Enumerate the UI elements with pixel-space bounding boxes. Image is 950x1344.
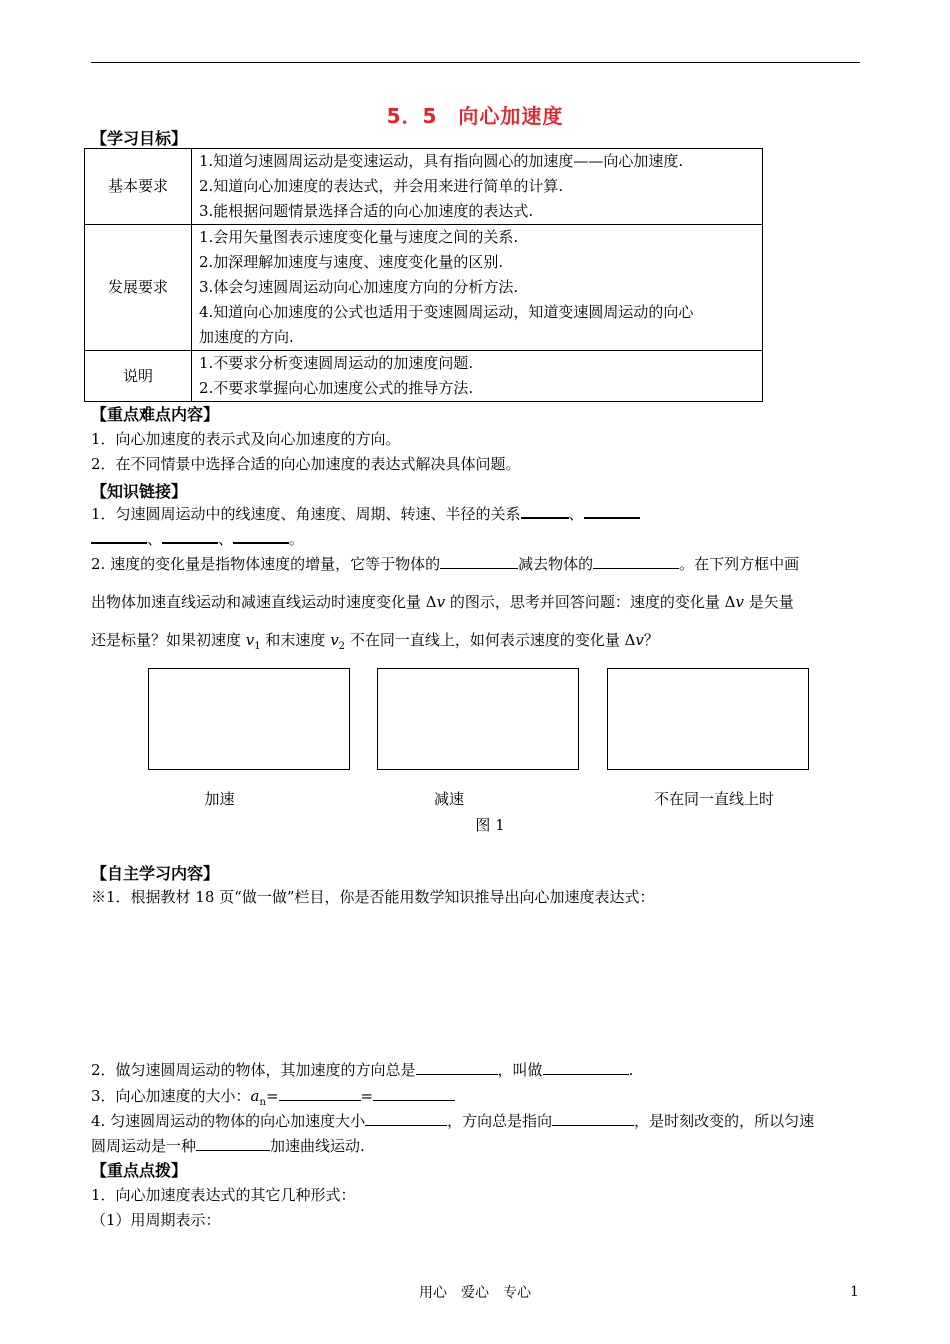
goals-advanced-head: 发展要求	[85, 225, 192, 351]
goal-line: 加速度的方向.	[199, 328, 294, 346]
caption-accelerate: 加速	[204, 790, 235, 808]
blank[interactable]	[543, 1060, 629, 1075]
section-guidance-heading: 【重点点拨】	[91, 1161, 188, 1180]
header-rule	[91, 62, 860, 63]
goal-line: 1.会用矢量图表示速度变化量与速度之间的关系.	[199, 228, 519, 246]
guidance-item-1: 1．向心加速度表达式的其它几种形式：	[91, 1186, 356, 1204]
links-item-2-line3: 还是标量？如果初速度 $v_1$ 和末速度 $v_2$ 不在同一直线上，如何表示速度的变化量 Δv？	[91, 631, 659, 652]
blank[interactable]	[196, 1136, 270, 1151]
blank[interactable]	[552, 1111, 634, 1126]
self-study-item-1: ※1．根据教材 18 页“做一做”栏目，你是否能用数学知识推导出向心加速度表达式：	[91, 888, 655, 906]
blank[interactable]	[584, 503, 640, 519]
blank[interactable]	[521, 503, 569, 519]
goals-basic-body	[192, 149, 763, 225]
blank[interactable]	[365, 1111, 447, 1126]
table-row	[85, 225, 763, 351]
goal-line: 3.体会匀速圆周运动向心加速度方向的分析方法.	[199, 278, 519, 296]
links-item-1-cont: 、 、 。	[91, 528, 304, 549]
goals-notes-head: 说明	[85, 351, 192, 402]
links-item-2-line2: 出物体加速直线运动和减速直线运动时速度变化量 Δv 的图示，思考并回答问题：速度的变化量 Δv 是矢量	[91, 593, 794, 611]
goals-table	[84, 148, 763, 402]
self-study-item-4: 4. 匀速圆周运动的物体的向心加速度大小 ，方向总是指向 ，是时刻改变的，所以匀速	[91, 1112, 815, 1130]
self-study-item-3: 3．向心加速度的大小：$a_n=$ =	[91, 1085, 455, 1108]
caption-not-collinear: 不在同一直线上时	[653, 790, 774, 808]
caption-decelerate: 减速	[433, 790, 464, 808]
self-study-item-2: 2．做匀速圆周运动的物体，其加速度的方向总是 ，叫做 .	[91, 1061, 634, 1079]
goal-line: 4.知道向心加速度的公式也适用于变速圆周运动，知道变速圆周运动的向心	[199, 303, 694, 321]
blank[interactable]	[162, 528, 218, 544]
goals-notes-body	[192, 351, 763, 402]
goal-line: 3.能根据问题情景选择合适的向心加速度的表达式.	[199, 202, 534, 220]
blank[interactable]	[233, 528, 289, 544]
drawing-box-decelerate[interactable]	[377, 668, 579, 770]
goal-line: 2.加深理解加速度与速度、速度变化量的区别.	[199, 253, 504, 271]
section-links-heading: 【知识链接】	[91, 482, 188, 501]
key-point-2: 2．在不同情景中选择合适的向心加速度的表达式解决具体问题。	[91, 455, 521, 473]
goal-line: 2.不要求掌握向心加速度公式的推导方法.	[199, 379, 474, 397]
goals-advanced-body	[192, 225, 763, 351]
goal-line: 2.知道向心加速度的表达式，并会用来进行简单的计算.	[199, 177, 564, 195]
blank[interactable]	[91, 528, 147, 544]
goal-line: 1.不要求分析变速圆周运动的加速度问题.	[199, 354, 474, 372]
figure-label: 图 1	[475, 816, 505, 834]
drawing-box-accelerate[interactable]	[148, 668, 350, 770]
section-key-points-heading: 【重点难点内容】	[91, 405, 220, 424]
page-number: 1	[850, 1284, 859, 1300]
page-title: 5．5 向心加速度	[386, 104, 564, 128]
key-point-1: 1．向心加速度的表示式及向心加速度的方向。	[91, 430, 401, 448]
links-item-2-line1: 2. 速度的变化量是指物体速度的增量，它等于物体的 减去物体的 。在下列方框中画	[91, 555, 800, 573]
section-goals-heading: 【学习目标】	[91, 129, 188, 148]
blank[interactable]	[440, 554, 518, 569]
goals-basic-head: 基本要求	[85, 149, 192, 225]
section-self-study-heading: 【自主学习内容】	[91, 864, 220, 883]
blank[interactable]	[373, 1086, 455, 1101]
guidance-item-1-1: （1）用周期表示：	[91, 1211, 221, 1229]
links-item-1-text: 1．匀速圆周运动中的线速度、角速度、周期、转速、半径的关系	[91, 505, 521, 523]
drawing-box-not-collinear[interactable]	[607, 668, 809, 770]
self-study-item-4-cont: 圆周运动是一种 加速曲线运动.	[91, 1137, 365, 1155]
links-item-1: 1．匀速圆周运动中的线速度、角速度、周期、转速、半径的关系 、	[91, 503, 640, 524]
blank[interactable]	[416, 1060, 498, 1075]
goal-line: 1.知道匀速圆周运动是变速运动，具有指向圆心的加速度——向心加速度.	[199, 152, 684, 170]
blank[interactable]	[279, 1086, 361, 1101]
table-row	[85, 149, 763, 225]
table-row	[85, 351, 763, 402]
page-footer: 用心 爱心 专心	[419, 1285, 531, 1301]
blank[interactable]	[593, 554, 679, 569]
